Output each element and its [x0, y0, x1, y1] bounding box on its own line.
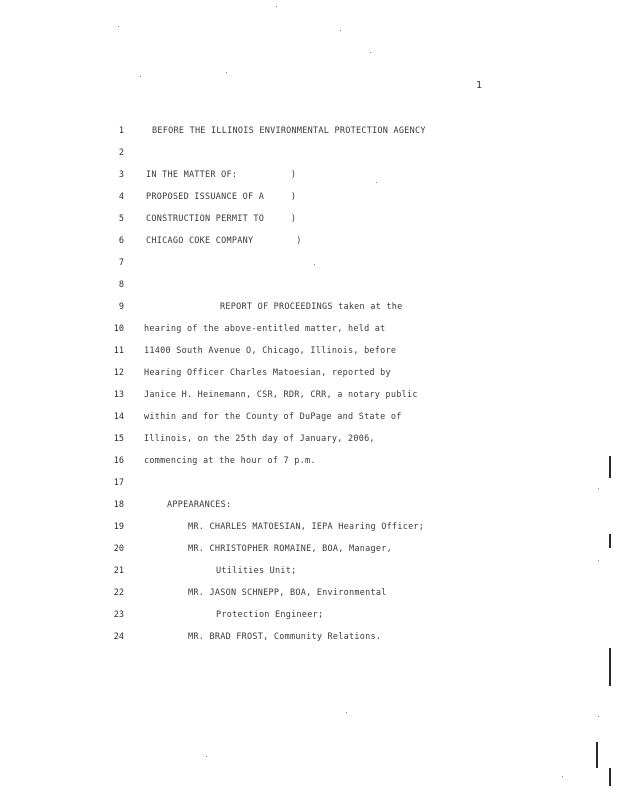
scan-mark: [609, 648, 611, 686]
transcript-line: [0, 430, 622, 448]
line-number: 22: [113, 588, 124, 598]
line-number: 10: [113, 324, 124, 334]
line-number: 17: [113, 478, 124, 488]
line-number: 8: [118, 280, 124, 290]
line-text: CONSTRUCTION PERMIT TO ): [146, 214, 297, 224]
line-text: BEFORE THE ILLINOIS ENVIRONMENTAL PROTECTION AGENCY: [152, 126, 426, 136]
transcript-line: [0, 298, 622, 316]
line-text: 11400 South Avenue O, Chicago, Illinois, before: [144, 346, 397, 356]
scan-dot: [206, 756, 207, 757]
line-number: 14: [113, 412, 124, 422]
transcript-line: [0, 386, 622, 404]
scan-dot: [598, 716, 599, 717]
transcript-line: [0, 342, 622, 360]
scan-dot: [140, 76, 141, 77]
line-number: 3: [118, 170, 124, 180]
scan-dot: [346, 712, 347, 713]
line-text: commencing at the hour of 7 p.m.: [144, 456, 316, 466]
page-number: 1: [476, 80, 483, 91]
line-number: 7: [118, 258, 124, 268]
scan-dot: [340, 30, 341, 31]
transcript-line: [0, 628, 622, 646]
line-number: 9: [118, 302, 124, 312]
transcript-line: [0, 408, 622, 426]
line-text: Illinois, on the 25th day of January, 2006,: [144, 434, 375, 444]
line-number: 6: [118, 236, 124, 246]
transcript-line: [0, 188, 622, 206]
scan-mark: [596, 742, 598, 768]
line-number: 20: [113, 544, 124, 554]
scan-dot: [562, 776, 563, 777]
transcript-line: [0, 584, 622, 602]
scan-dot: [118, 26, 119, 27]
line-number: 23: [113, 610, 124, 620]
transcript-line: [0, 562, 622, 580]
line-number: 5: [118, 214, 124, 224]
line-number: 19: [113, 522, 124, 532]
line-number: 4: [118, 192, 124, 202]
line-number: 24: [113, 632, 124, 642]
line-text: within and for the County of DuPage and State of: [144, 412, 402, 422]
line-text: REPORT OF PROCEEDINGS taken at the: [220, 302, 403, 312]
line-text: hearing of the above-entitled matter, held at: [144, 324, 386, 334]
transcript-line: [0, 166, 622, 184]
line-text: Janice H. Heinemann, CSR, RDR, CRR, a notary public: [144, 390, 418, 400]
line-text: MR. CHRISTOPHER ROMAINE, BOA, Manager,: [188, 544, 392, 554]
line-text: MR. CHARLES MATOESIAN, IEPA Hearing Officer;: [188, 522, 425, 532]
line-number: 21: [113, 566, 124, 576]
scan-mark: [609, 534, 611, 548]
line-number: 12: [113, 368, 124, 378]
line-number: 15: [113, 434, 124, 444]
transcript-line: [0, 232, 622, 250]
line-text: CHICAGO COKE COMPANY ): [146, 236, 302, 246]
scan-mark: [609, 456, 611, 478]
scan-mark: [609, 768, 611, 786]
scan-dot: [370, 52, 371, 53]
transcript-line: [0, 606, 622, 624]
line-text: MR. JASON SCHNEPP, BOA, Environmental: [188, 588, 387, 598]
line-number: 13: [113, 390, 124, 400]
transcript-line: [0, 540, 622, 558]
line-number: 1: [118, 126, 124, 136]
line-text: Hearing Officer Charles Matoesian, reported by: [144, 368, 391, 378]
line-number: 11: [113, 346, 124, 356]
scan-dot: [226, 72, 227, 73]
line-text: APPEARANCES:: [167, 500, 232, 510]
line-number: 18: [113, 500, 124, 510]
line-text: IN THE MATTER OF: ): [146, 170, 297, 180]
transcript-line: [0, 144, 622, 162]
line-number: 2: [118, 148, 124, 158]
transcript-line: [0, 452, 622, 470]
line-number: 16: [113, 456, 124, 466]
transcript-line: [0, 276, 622, 294]
line-text: Protection Engineer;: [216, 610, 324, 620]
transcript-line: [0, 496, 622, 514]
scan-dot: [276, 6, 277, 7]
transcript-line: [0, 254, 622, 272]
transcript-line: [0, 122, 622, 140]
line-text: MR. BRAD FROST, Community Relations.: [188, 632, 382, 642]
transcript-line: [0, 210, 622, 228]
transcript-line: [0, 474, 622, 492]
line-text: Utilities Unit;: [216, 566, 297, 576]
line-text: PROPOSED ISSUANCE OF A ): [146, 192, 297, 202]
transcript-line: [0, 364, 622, 382]
transcript-line: [0, 518, 622, 536]
transcript-line: [0, 320, 622, 338]
